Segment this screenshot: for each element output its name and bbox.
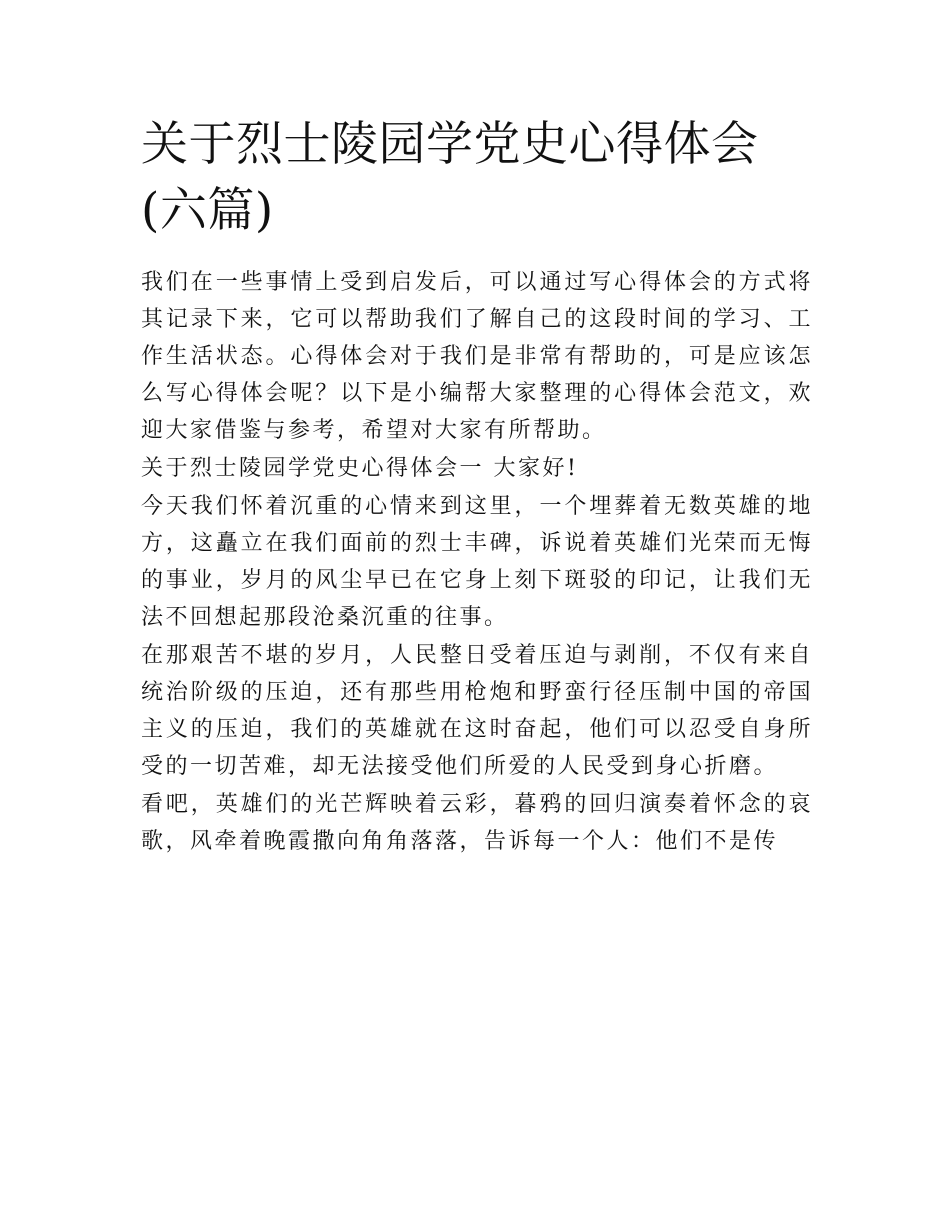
document-title: 关于烈士陵园学党史心得体会(六篇): [141, 117, 759, 238]
paragraph-body: 今天我们怀着沉重的心情来到这里，一个埋葬着无数英雄的地方，这矗立在我们面前的烈士丰碑，诉说着英雄们光荣而无悔的事业，岁月的风尘早已在它身上刻下斑驳的印记，让我们无法不回想起那段沧桑沉重的往事。: [141, 494, 813, 630]
paragraph-intro: 我们在一些事情上受到启发后，可以通过写心得体会的方式将其记录下来，它可以帮助我们了解自己的这段时间的学习、工作生活状态。心得体会对于我们是非常有帮助的，可是应该怎么写心得体会呢？以下是小编帮大家整理的心得体会范文，欢迎大家借鉴与参考，希望对大家有所帮助。: [141, 270, 813, 443]
paragraph-body: 看吧，英雄们的光芒辉映着云彩，暮鸦的回归演奏着怀念的哀歌，风牵着晚霞撒向角角落落，告诉每一个人：他们不是传: [141, 792, 813, 854]
document-page: [141, 112, 813, 860]
paragraph-section-heading: 关于烈士陵园学党史心得体会一 大家好!: [141, 456, 579, 481]
document-body: [141, 264, 813, 860]
paragraph-body: 在那艰苦不堪的岁月，人民整日受着压迫与剥削，不仅有来自统治阶级的压迫，还有那些用枪炮和野蛮行径压制中国的帝国主义的压迫，我们的英雄就在这时奋起，他们可以忍受自身所受的一切苦难，却无法接受他们所爱的人民受到身心折磨。: [141, 643, 813, 779]
